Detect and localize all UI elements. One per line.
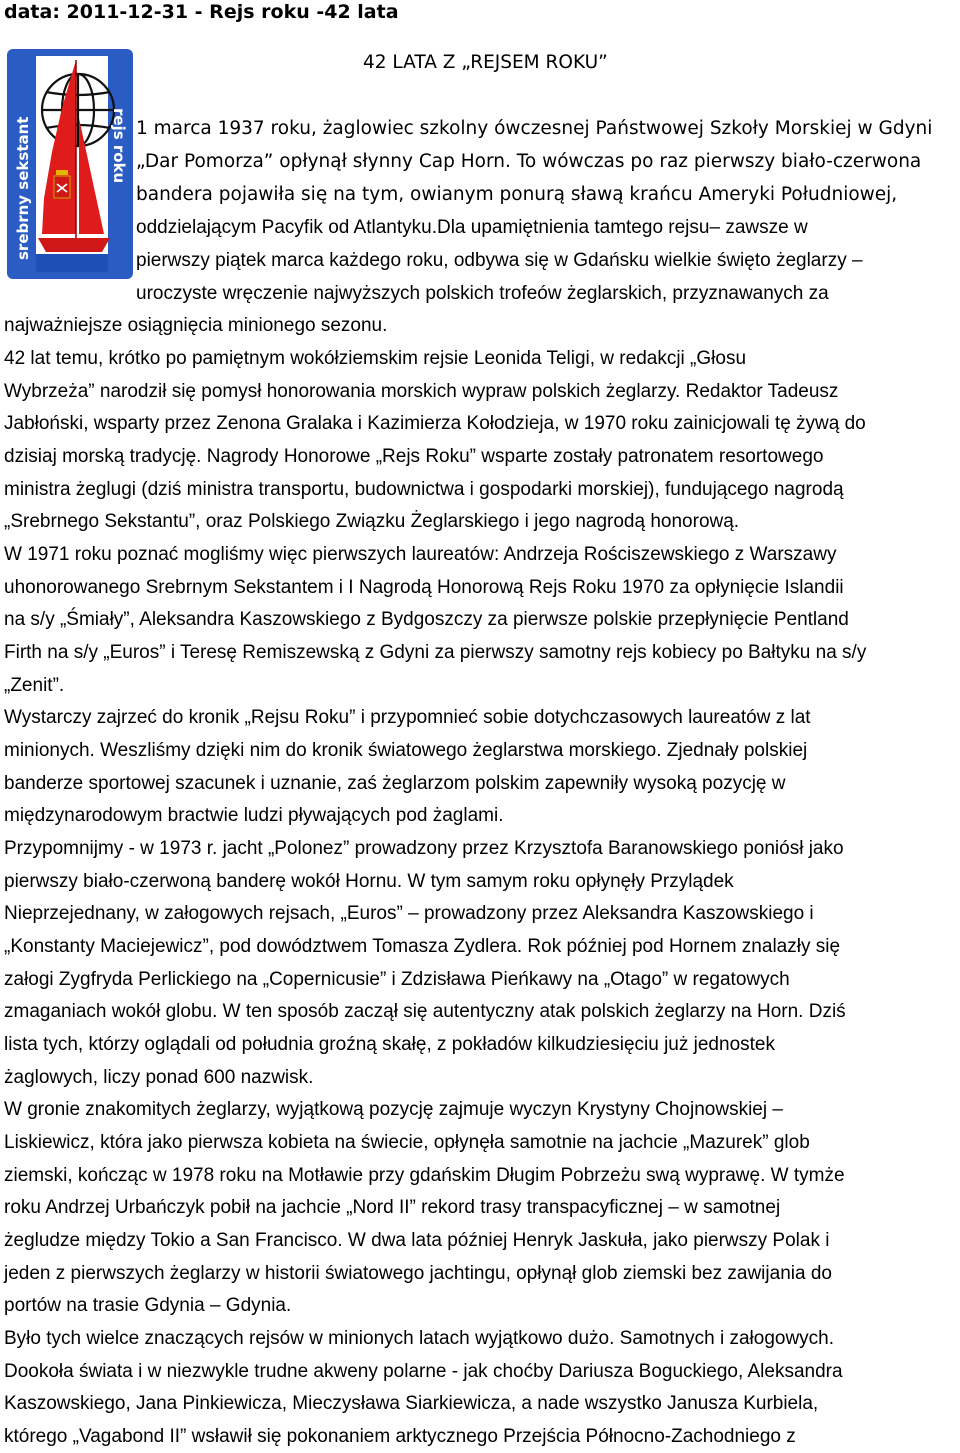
text-line: ziemski, kończąc w 1978 roku na Motławie przy gdańskim Długim Pobrzeżu swą wyprawę. W tymże bbox=[4, 1165, 845, 1186]
text-line: „Konstanty Maciejewicz”, pod dowództwem Tomasza Zydlera. Rok później pod Hornem znalazły się bbox=[4, 936, 841, 957]
text-line: Firth na s/y „Euros” i Teresę Remiszewską z Gdyni za pierwszy samotny rejs kobiecy po Bałtyku na s/y bbox=[4, 642, 867, 663]
text-line: Jabłoński, wsparty przez Zenona Gralaka i Kazimierza Kołodzieja, w 1970 roku zainicjowali tę żywą do bbox=[4, 413, 866, 434]
text-line: żaglowych, liczy ponad 600 nazwisk. bbox=[4, 1067, 314, 1088]
text-line: Nieprzejednany, w załogowych rejsach, „Euros” – prowadzony przez Aleksandra Kaszowskiego i bbox=[4, 903, 814, 924]
text-line: Było tych wielce znaczących rejsów w minionych latach wyjątkowo dużo. Samotnych i załogowych. bbox=[4, 1328, 835, 1349]
text-line: „Zenit”. bbox=[4, 675, 65, 696]
gdansk-crest-icon bbox=[54, 170, 70, 198]
text-line: załogi Zygfryda Perlickiego na „Copernicusie” i Zdzisława Pieńkawy na „Otago” w regatowych bbox=[4, 969, 790, 990]
text-line: „Dar Pomorza” opłynął słynny Cap Horn. To wówczas po raz pierwszy biało-czerwona bbox=[136, 151, 922, 172]
text-line: uhonorowanego Srebrnym Sekstantem i I Nagrodą Honorową Rejs Roku 1970 za opłynięcie Islandii bbox=[4, 577, 844, 598]
text-line: minionych. Weszliśmy dzięki nim do kronik światowego żeglarstwa morskiego. Zjednały polskiej bbox=[4, 740, 808, 761]
text-line: portów na trasie Gdynia – Gdynia. bbox=[4, 1295, 292, 1316]
text-line: 1 marca 1937 roku, żaglowiec szkolny ówczesnej Państwowej Szkoły Morskiej w Gdyni bbox=[136, 118, 933, 139]
logo-left-text: srebrny sekstant bbox=[14, 116, 32, 260]
text-line: W 1971 roku poznać mogliśmy więc pierwszych laureatów: Andrzeja Rościszewskiego z Warszawy bbox=[4, 544, 837, 565]
text-line: zmaganiach wokół globu. W ten sposób zaczął się autentyczny atak polskich żeglarzy na Horn. Dziś bbox=[4, 1001, 846, 1022]
text-line: Wystarczy zajrzeć do kronik „Rejsu Roku” i przypomnieć sobie dotychczasowych laureatów z lat bbox=[4, 707, 811, 728]
text-line: lista tych, którzy oglądali od południa groźną skałę, z pokładów kilkudziesięciu już jednostek bbox=[4, 1034, 775, 1055]
text-line: bandera pojawiła się na tym, owianym ponurą sławą krańcu Ameryki Południowej, bbox=[136, 184, 898, 205]
hull-shape bbox=[38, 238, 110, 252]
article-headline: 42 LATA Z „REJSEM ROKU” bbox=[363, 52, 608, 73]
text-line: pierwszy piątek marca każdego roku, odbywa się w Gdańsku wielkie święto żeglarzy – bbox=[136, 250, 863, 271]
text-line: Liskiewicz, która jako pierwsza kobieta na świecie, opłynęła samotnie na jachcie „Mazurek” glob bbox=[4, 1132, 810, 1153]
text-line: „Srebrnego Sekstantu”, oraz Polskiego Związku Żeglarskiego i jego nagrodą honorową. bbox=[4, 511, 740, 532]
text-line: Przypomnijmy - w 1973 r. jacht „Polonez” prowadzony przez Krzysztofa Baranowskiego poniósł jako bbox=[4, 838, 844, 859]
text-line: Wybrzeża” narodził się pomysł honorowania morskich wypraw polskich żeglarzy. Redaktor Tadeusz bbox=[4, 381, 839, 402]
globe-icon bbox=[42, 74, 114, 146]
text-line: którego „Vagabond II” wsławił się pokonaniem arktycznego Przejścia Północno-Zachodniego z bbox=[4, 1426, 796, 1447]
text-line: oddzielającym Pacyfik od Atlantyku.Dla upamiętnienia tamtego rejsu– zawsze w bbox=[136, 217, 808, 238]
text-line: dzisiaj morską tradycję. Nagrody Honorowe „Rejs Roku” wsparte zostały patronatem resortowego bbox=[4, 446, 824, 467]
text-line: W gronie znakomitych żeglarzy, wyjątkową pozycję zajmuje wyczyn Krystyny Chojnowskiej – bbox=[4, 1099, 783, 1120]
text-line: jeden z pierwszych żeglarzy w historii światowego jachtingu, opłynął glob ziemski bez zawijania do bbox=[4, 1263, 832, 1284]
document-meta-line: data: 2011-12-31 - Rejs roku -42 lata bbox=[4, 1, 399, 23]
text-line: na s/y „Śmiały”, Aleksandra Kaszowskiego z Bydgoszczy za pierwsze polskie przepłynięcie Pentland bbox=[4, 609, 849, 630]
text-line: żegludze między Tokio a San Francisco. W dwa lata później Henryk Jaskuła, jako pierwszy Polak i bbox=[4, 1230, 830, 1251]
text-line: uroczyste wręczenie najwyższych polskich trofeów żeglarskich, przyznawanych za bbox=[136, 283, 829, 304]
text-line: ministra żeglugi (dziś ministra transportu, budownictwa i gospodarki morskiej), fundującego nagrodą bbox=[4, 479, 844, 500]
text-line: 42 lat temu, krótko po pamiętnym wokółziemskim rejsie Leonida Teligi, w redakcji „Głosu bbox=[4, 348, 747, 369]
text-line: najważniejsze osiągnięcia minionego sezonu. bbox=[4, 315, 388, 336]
logo-right-text: rejs roku bbox=[110, 108, 128, 184]
text-line: Dookoła świata i w niezwykle trudne akweny polarne - jak choćby Dariusza Boguckiego, Aleksandra bbox=[4, 1361, 843, 1382]
text-line: międzynarodowym bractwie ludzi pływających pod żaglami. bbox=[4, 805, 504, 826]
text-line: pierwszy biało-czerwoną banderę wokół Hornu. W tym samym roku opłynęły Przylądek bbox=[4, 871, 734, 892]
text-line: banderze sportowej szacunek i uznanie, zaś żeglarzom polskim zapewniły wysoką pozycję w bbox=[4, 773, 786, 794]
water-bar bbox=[36, 254, 108, 272]
text-line: roku Andrzej Urbańczyk pobił na jachcie „Nord II” rekord trasy transpacyficznej – w samotnej bbox=[4, 1197, 781, 1218]
text-line: Kaszowskiego, Jana Pinkiewicza, Mieczysława Siarkiewicza, a nade wszystko Janusza Kurbiela, bbox=[4, 1393, 819, 1414]
srebrny-sekstant-logo bbox=[6, 48, 134, 280]
